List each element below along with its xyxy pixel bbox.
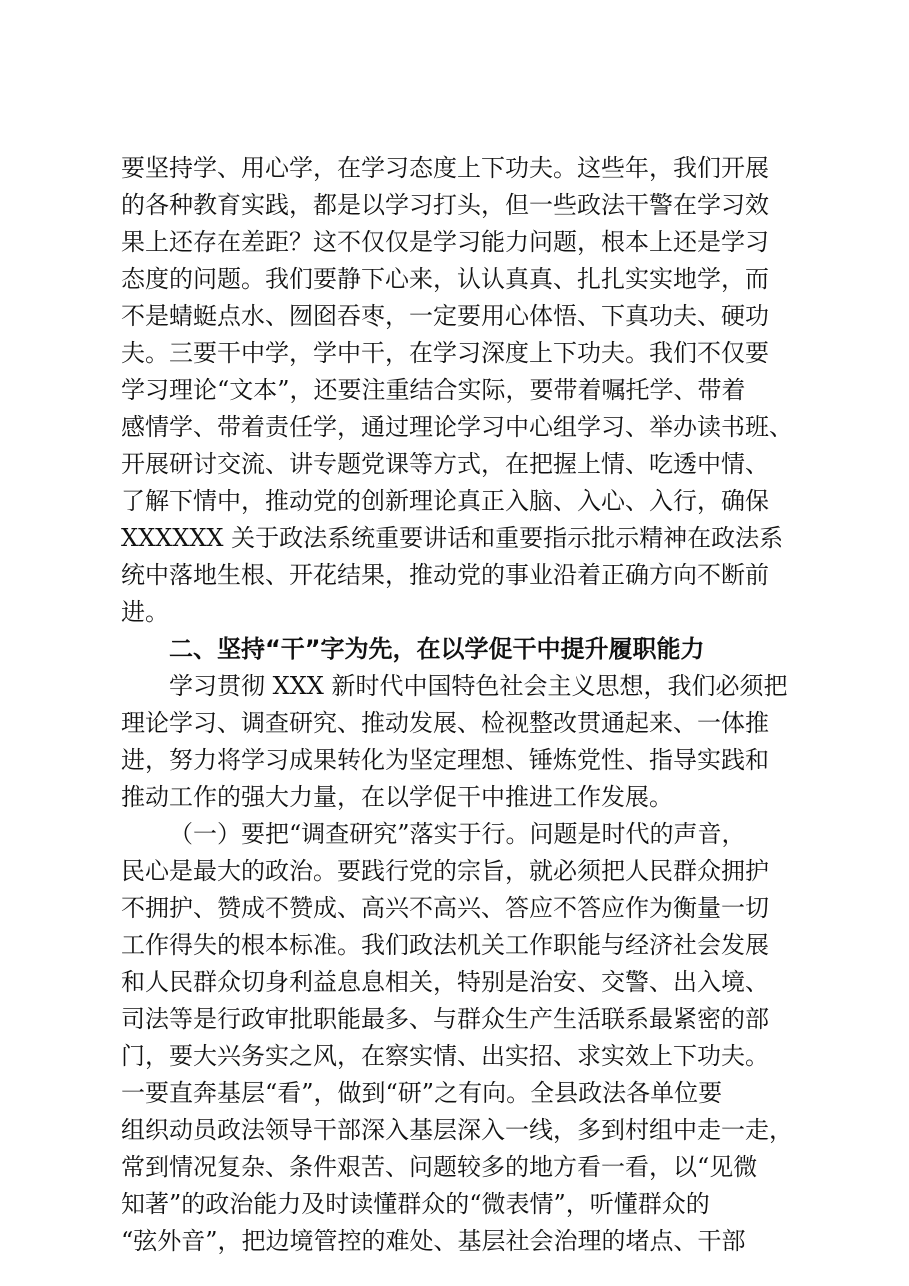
- body-text-line: 果上还存在差距？这不仅仅是学习能力问题，根本上还是学习: [121, 228, 769, 256]
- body-text-line: 态度的问题。我们要静下心来，认认真真、扎扎实实地学，而: [121, 265, 769, 293]
- body-text-line: XXXXXX 关于政法系统重要讲话和重要指示批示精神在政法系: [121, 524, 784, 552]
- body-text-line: 学习贯彻 XXX 新时代中国特色社会主义思想，我们必须把: [169, 672, 788, 700]
- body-text-line: 组织动员政法领导干部深入基层深入一线，多到村组中走一走，: [121, 1116, 793, 1144]
- body-text-line: 知著”的政治能力及时读懂群众的“微表情”，听懂群众的: [121, 1190, 710, 1218]
- body-text-line: 了解下情中，推动党的创新理论真正入脑、入心、入行，确保: [121, 487, 769, 515]
- body-text-line: 感情学、带着责任学，通过理论学习中心组学习、举办读书班、: [121, 413, 793, 441]
- body-text-line: 统中落地生根、开花结果，推动党的事业沿着正确方向不断前: [121, 561, 769, 589]
- body-text-line: 不拥护、赞成不赞成、高兴不高兴、答应不答应作为衡量一切: [121, 894, 769, 922]
- body-text-line: 司法等是行政审批职能最多、与群众生产生活联系最紧密的部: [121, 1005, 769, 1033]
- body-text-line: 进，努力将学习成果转化为坚定理想、锤炼党性、指导实践和: [121, 746, 769, 774]
- body-text-line: 民心是最大的政治。要践行党的宗旨，就必须把人民群众拥护: [121, 857, 769, 885]
- body-text-line: 工作得失的根本标准。我们政法机关工作职能与经济社会发展: [121, 931, 769, 959]
- body-text-line: 一要直奔基层“看”，做到“研”之有向。全县政法各单位要: [121, 1079, 723, 1107]
- body-text-line: 和人民群众切身利益息息相关，特别是治安、交警、出入境、: [121, 968, 769, 996]
- body-text-line: 不是蜻蜓点水、囫囵吞枣，一定要用心体悟、下真功夫、硬功: [121, 302, 769, 330]
- body-text-line: （一）要把“调查研究”落实于行。问题是时代的声音，: [169, 820, 746, 848]
- body-text-line: 学习理论“文本”，还要注重结合实际，要带着嘱托学、带着: [121, 376, 746, 404]
- body-text-line: 进。: [121, 598, 169, 626]
- body-text-line: 的各种教育实践，都是以学习打头，但一些政法干警在学习效: [121, 191, 769, 219]
- body-text-line: 常到情况复杂、条件艰苦、问题较多的地方看一看，以“见微: [121, 1153, 758, 1181]
- section-heading: 二、坚持“干”字为先，在以学促干中提升履职能力: [169, 635, 705, 663]
- body-text-line: 门，要大兴务实之风，在察实情、出实招、求实效上下功夫。: [121, 1042, 769, 1070]
- body-text-line: 理论学习、调查研究、推动发展、检视整改贯通起来、一体推: [121, 709, 769, 737]
- body-text-line: 要坚持学、用心学，在学习态度上下功夫。这些年，我们开展: [121, 154, 769, 182]
- body-text-line: 夫。三要干中学，学中干，在学习深度上下功夫。我们不仅要: [121, 339, 769, 367]
- body-text-line: 开展研讨交流、讲专题党课等方式，在把握上情、吃透中情、: [121, 450, 769, 478]
- body-text-line: “弦外音”，把边境管控的难处、基层社会治理的堵点、干部: [121, 1227, 746, 1255]
- body-text-line: 推动工作的强大力量，在以学促干中推进工作发展。: [121, 783, 673, 811]
